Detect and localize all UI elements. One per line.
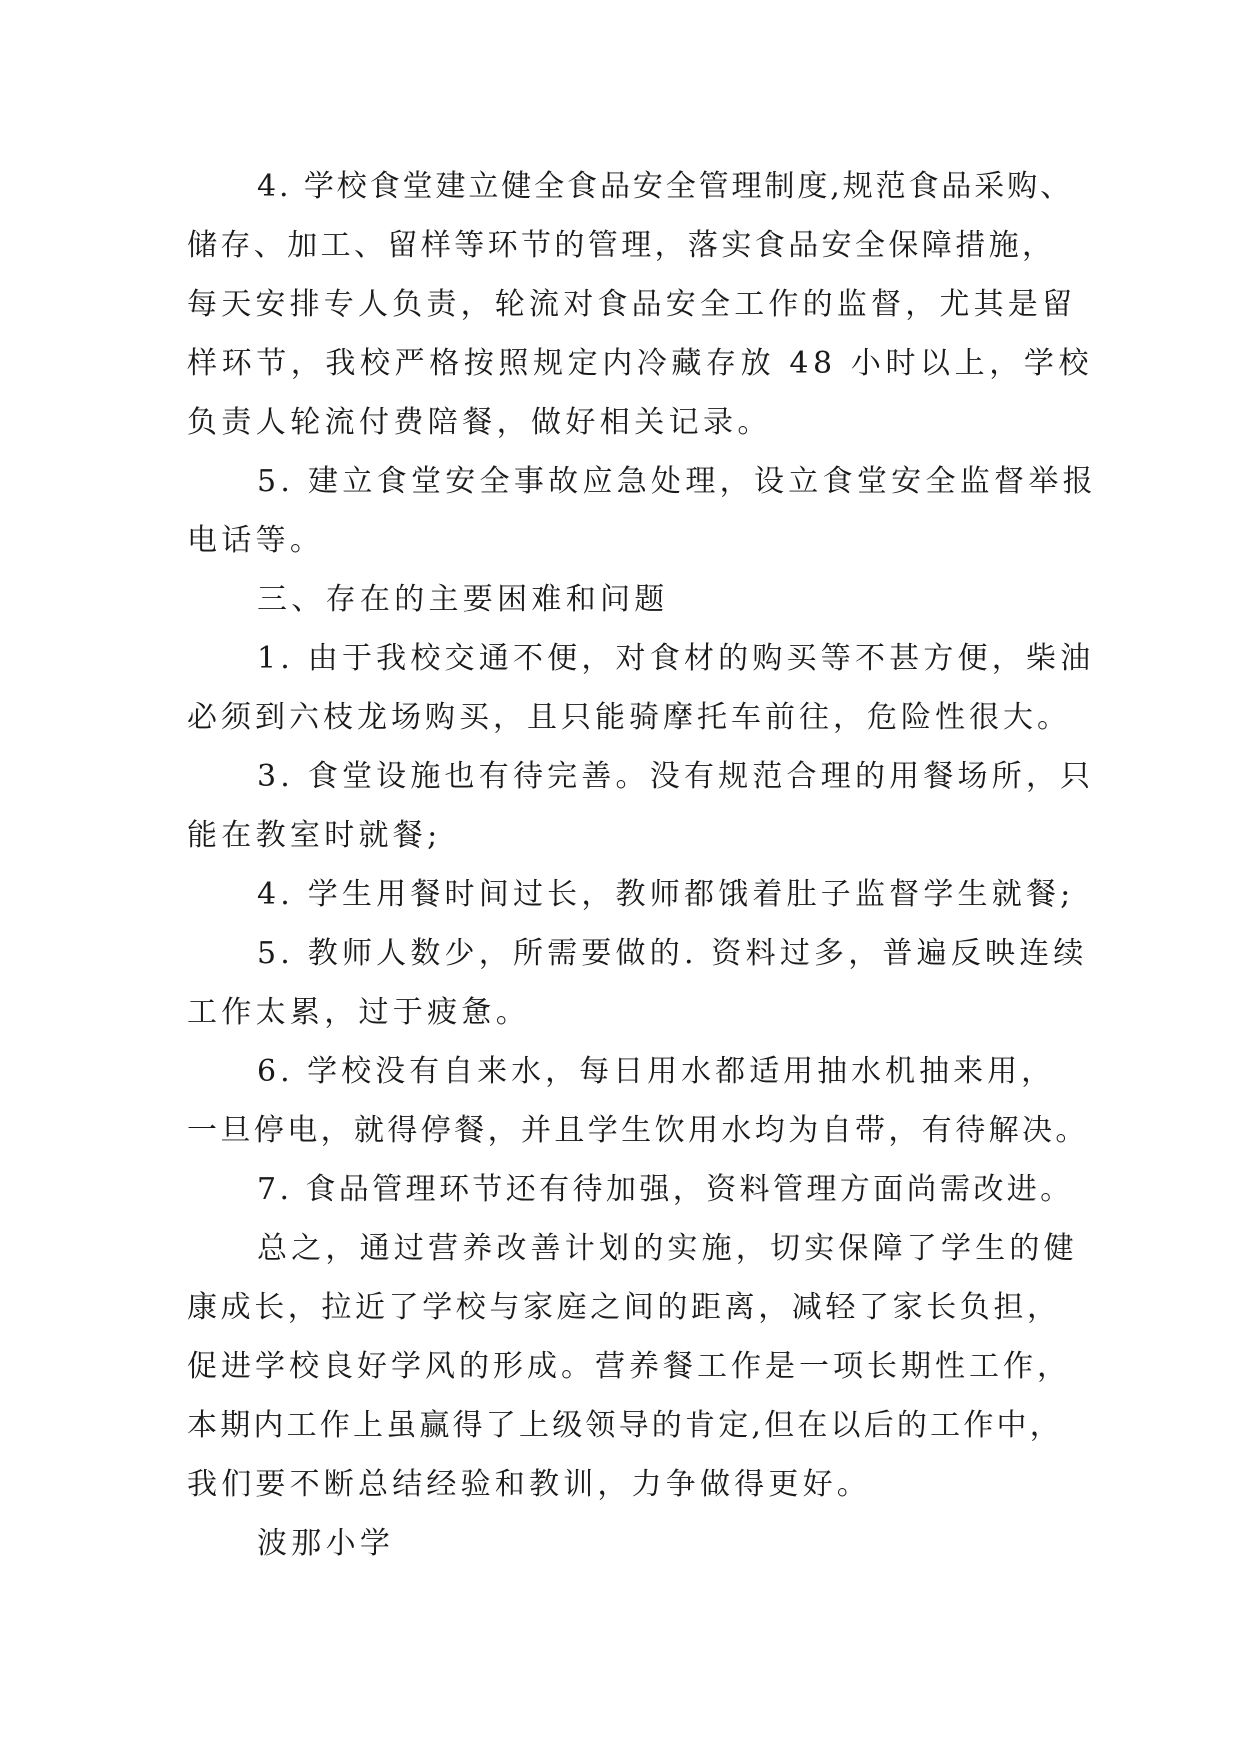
summary-line-2: 康成长，拉近了学校与家庭之间的距离，减轻了家长负担， — [187, 1290, 1061, 1325]
summary-line-3: 促进学校良好学风的形成。营养餐工作是一项长期性工作， — [187, 1349, 1071, 1384]
summary-line-1: 总之，通过营养改善计划的实施，切实保障了学生的健 — [257, 1231, 1078, 1266]
problem-3-line-2: 能在教室时就餐; — [187, 818, 442, 853]
paragraph-4-line-4: 样环节，我校严格按照规定内冷藏存放 48 小时以上，学校 — [187, 346, 1094, 381]
problem-1-line-1: 1. 由于我校交通不便，对食材的购买等不甚方便，柴油 — [257, 641, 1095, 676]
problem-7-line-1: 7. 食品管理环节还有待加强，资料管理方面尚需改进。 — [257, 1172, 1074, 1207]
problem-4-line-1: 4. 学生用餐时间过长，教师都饿着肚子监督学生就餐; — [257, 877, 1075, 912]
paragraph-5-line-2: 电话等。 — [187, 523, 325, 558]
section-heading-3: 三、存在的主要困难和问题 — [257, 582, 669, 617]
problem-5-line-2: 工作太累，过于疲惫。 — [187, 995, 530, 1030]
paragraph-4-line-5: 负责人轮流付费陪餐，做好相关记录。 — [187, 405, 772, 440]
problem-6-line-2: 一旦停电，就得停餐，并且学生饮用水均为自带，有待解决。 — [187, 1113, 1089, 1148]
problem-3-line-1: 3. 食堂设施也有待完善。没有规范合理的用餐场所，只 — [257, 759, 1095, 794]
paragraph-4-line-3: 每天安排专人负责，轮流对食品安全工作的监督，尤其是留 — [187, 287, 1077, 322]
paragraph-5-line-1: 5. 建立食堂安全事故应急处理，设立食堂安全监督举报 — [257, 464, 1097, 499]
summary-line-4: 本期内工作上虽赢得了上级领导的肯定,但在以后的工作中， — [187, 1408, 1063, 1443]
summary-line-5: 我们要不断总结经验和教训，力争做得更好。 — [187, 1467, 871, 1502]
signature-school-name: 波那小学 — [257, 1526, 395, 1561]
problem-1-line-2: 必须到六枝龙场购买，且只能骑摩托车前往，危险性很大。 — [187, 700, 1071, 735]
problem-5-line-1: 5. 教师人数少，所需要做的. 资料过多，普遍反映连续 — [257, 936, 1088, 971]
problem-6-line-1: 6. 学校没有自来水，每日用水都适用抽水机抽来用， — [257, 1054, 1056, 1089]
paragraph-4-line-1: 4. 学校食堂建立健全食品安全管理制度,规范食品采购、 — [257, 169, 1073, 204]
paragraph-4-line-2: 储存、加工、留样等环节的管理，落实食品安全保障措施， — [187, 228, 1056, 263]
